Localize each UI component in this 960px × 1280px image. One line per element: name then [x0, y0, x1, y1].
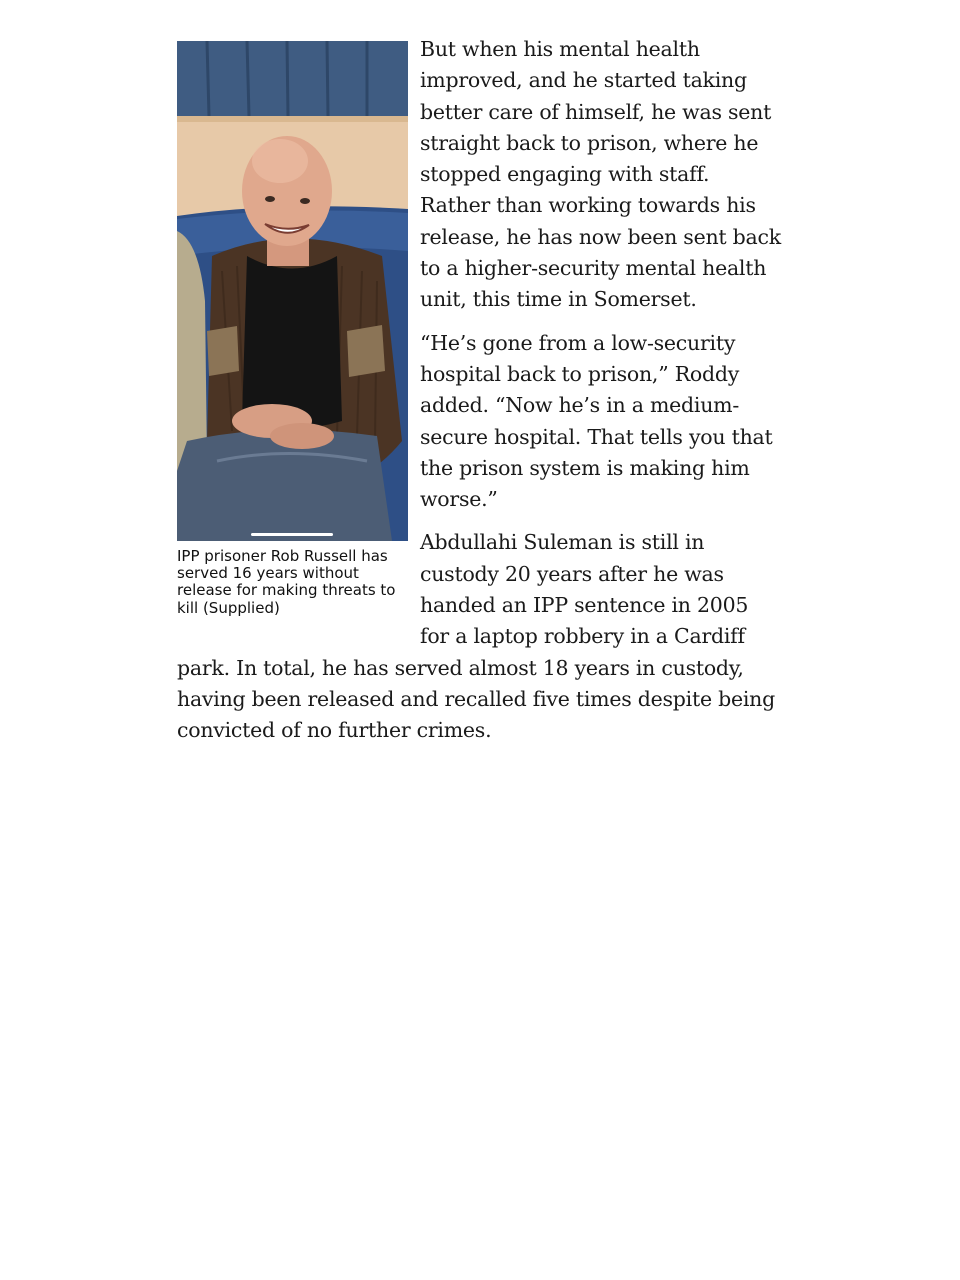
portrait-image	[177, 41, 408, 541]
article-figure	[177, 41, 408, 617]
paragraph-2: “He’s gone from a low-security hospital back to prison,” Roddy added. “Now he’s in a medium-secure hospital. That tells you that the prison system is making him worse.”	[420, 330, 773, 512]
paragraph-1: But when his mental health improved, and he started taking better care of himself, he was sent straight back to prison, where he stopped engaging with staff. Rather than working towards his release, he has now been sent back to a higher-security mental health unit, this time in Somerset.	[420, 37, 781, 312]
article-body	[177, 34, 781, 759]
article-photo	[177, 41, 408, 541]
photo-caption: IPP prisoner Rob Russell has served 16 years without release for making threats to kill (Supplied)	[177, 547, 396, 617]
paragraph-3: Abdullahi Suleman is still in custody 20 years after he was handed an IPP sentence in 2005 for a laptop robbery in a Cardiff park. In total, he has served almost 18 years in custody, having been released and recalled five times despite being convicted of no further crimes.	[177, 530, 775, 743]
